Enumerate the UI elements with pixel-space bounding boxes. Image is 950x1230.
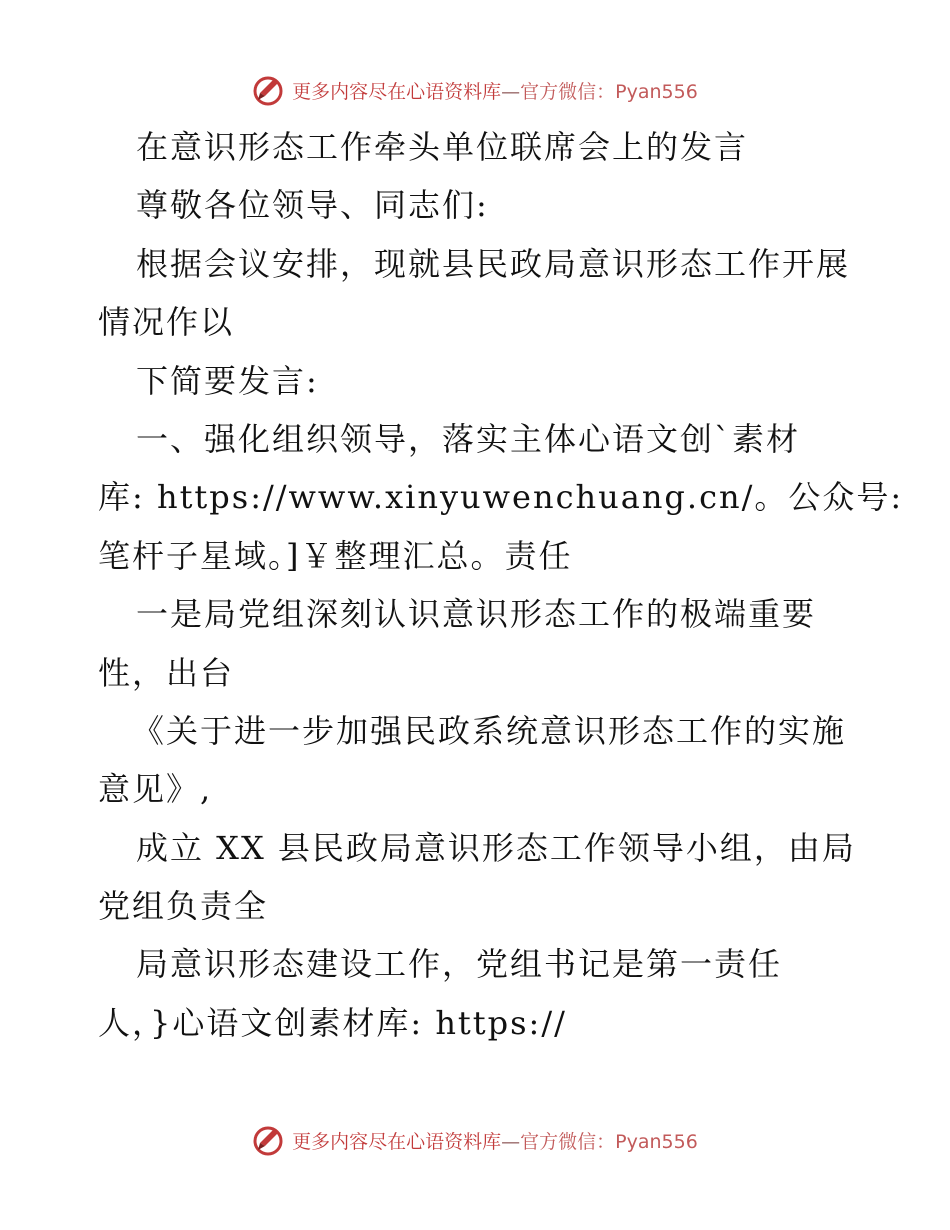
paragraph-line: 情况作以 <box>98 303 235 342</box>
header-banner-wechat: 官方微信：Pyan556 <box>520 80 698 103</box>
header-banner-text <box>292 77 698 104</box>
footer-banner-separator: — <box>501 1130 521 1153</box>
paragraph-line: 成立 XX 县民政局意识形态工作领导小组，由局 <box>136 828 856 867</box>
paragraph-line: 根据会议安排，现就县民政局意识形态工作开展 <box>136 244 851 283</box>
paragraph-line: 党组负责全 <box>98 887 269 926</box>
paragraph-line: 一是局党组深刻认识意识形态工作的极端重要 <box>136 595 817 634</box>
document-title: 在意识形态工作牵头单位联席会上的发言 <box>136 128 749 166</box>
header-banner-main: 更多内容尽在心语资料库 <box>292 80 502 103</box>
paragraph-line: 笔杆子星域。]￥整理汇总。责任 <box>98 536 573 575</box>
paragraph-line: 性，出台 <box>98 653 235 692</box>
pen-circle-logo-icon <box>252 1123 286 1157</box>
section-heading: 一、强化组织领导，落实主体心语文创`素材 <box>136 419 801 458</box>
paragraph-line: 局意识形态建设工作，党组书记是第一责任 <box>136 945 783 984</box>
footer-banner-text <box>292 1127 698 1154</box>
paragraph-line: 库: https://www.xinyuwenchuang.cn/。公众号: <box>98 478 904 517</box>
header-banner <box>0 70 950 110</box>
footer-banner-wechat: 官方微信：Pyan556 <box>520 1130 698 1153</box>
paragraph-line: 《关于进一步加强民政系统意识形态工作的实施 <box>132 711 847 750</box>
footer-banner-main: 更多内容尽在心语资料库 <box>292 1130 502 1153</box>
pen-circle-logo-icon <box>252 73 286 107</box>
paragraph-line: 人，}心语文创素材库: https:// <box>98 1003 567 1042</box>
footer-banner <box>0 1120 950 1160</box>
salutation: 尊敬各位领导、同志们: <box>136 186 489 225</box>
paragraph-line: 下简要发言: <box>136 361 319 400</box>
document-body <box>98 118 904 1052</box>
header-banner-separator: — <box>501 80 521 103</box>
paragraph-line: 意见》, <box>98 770 213 809</box>
